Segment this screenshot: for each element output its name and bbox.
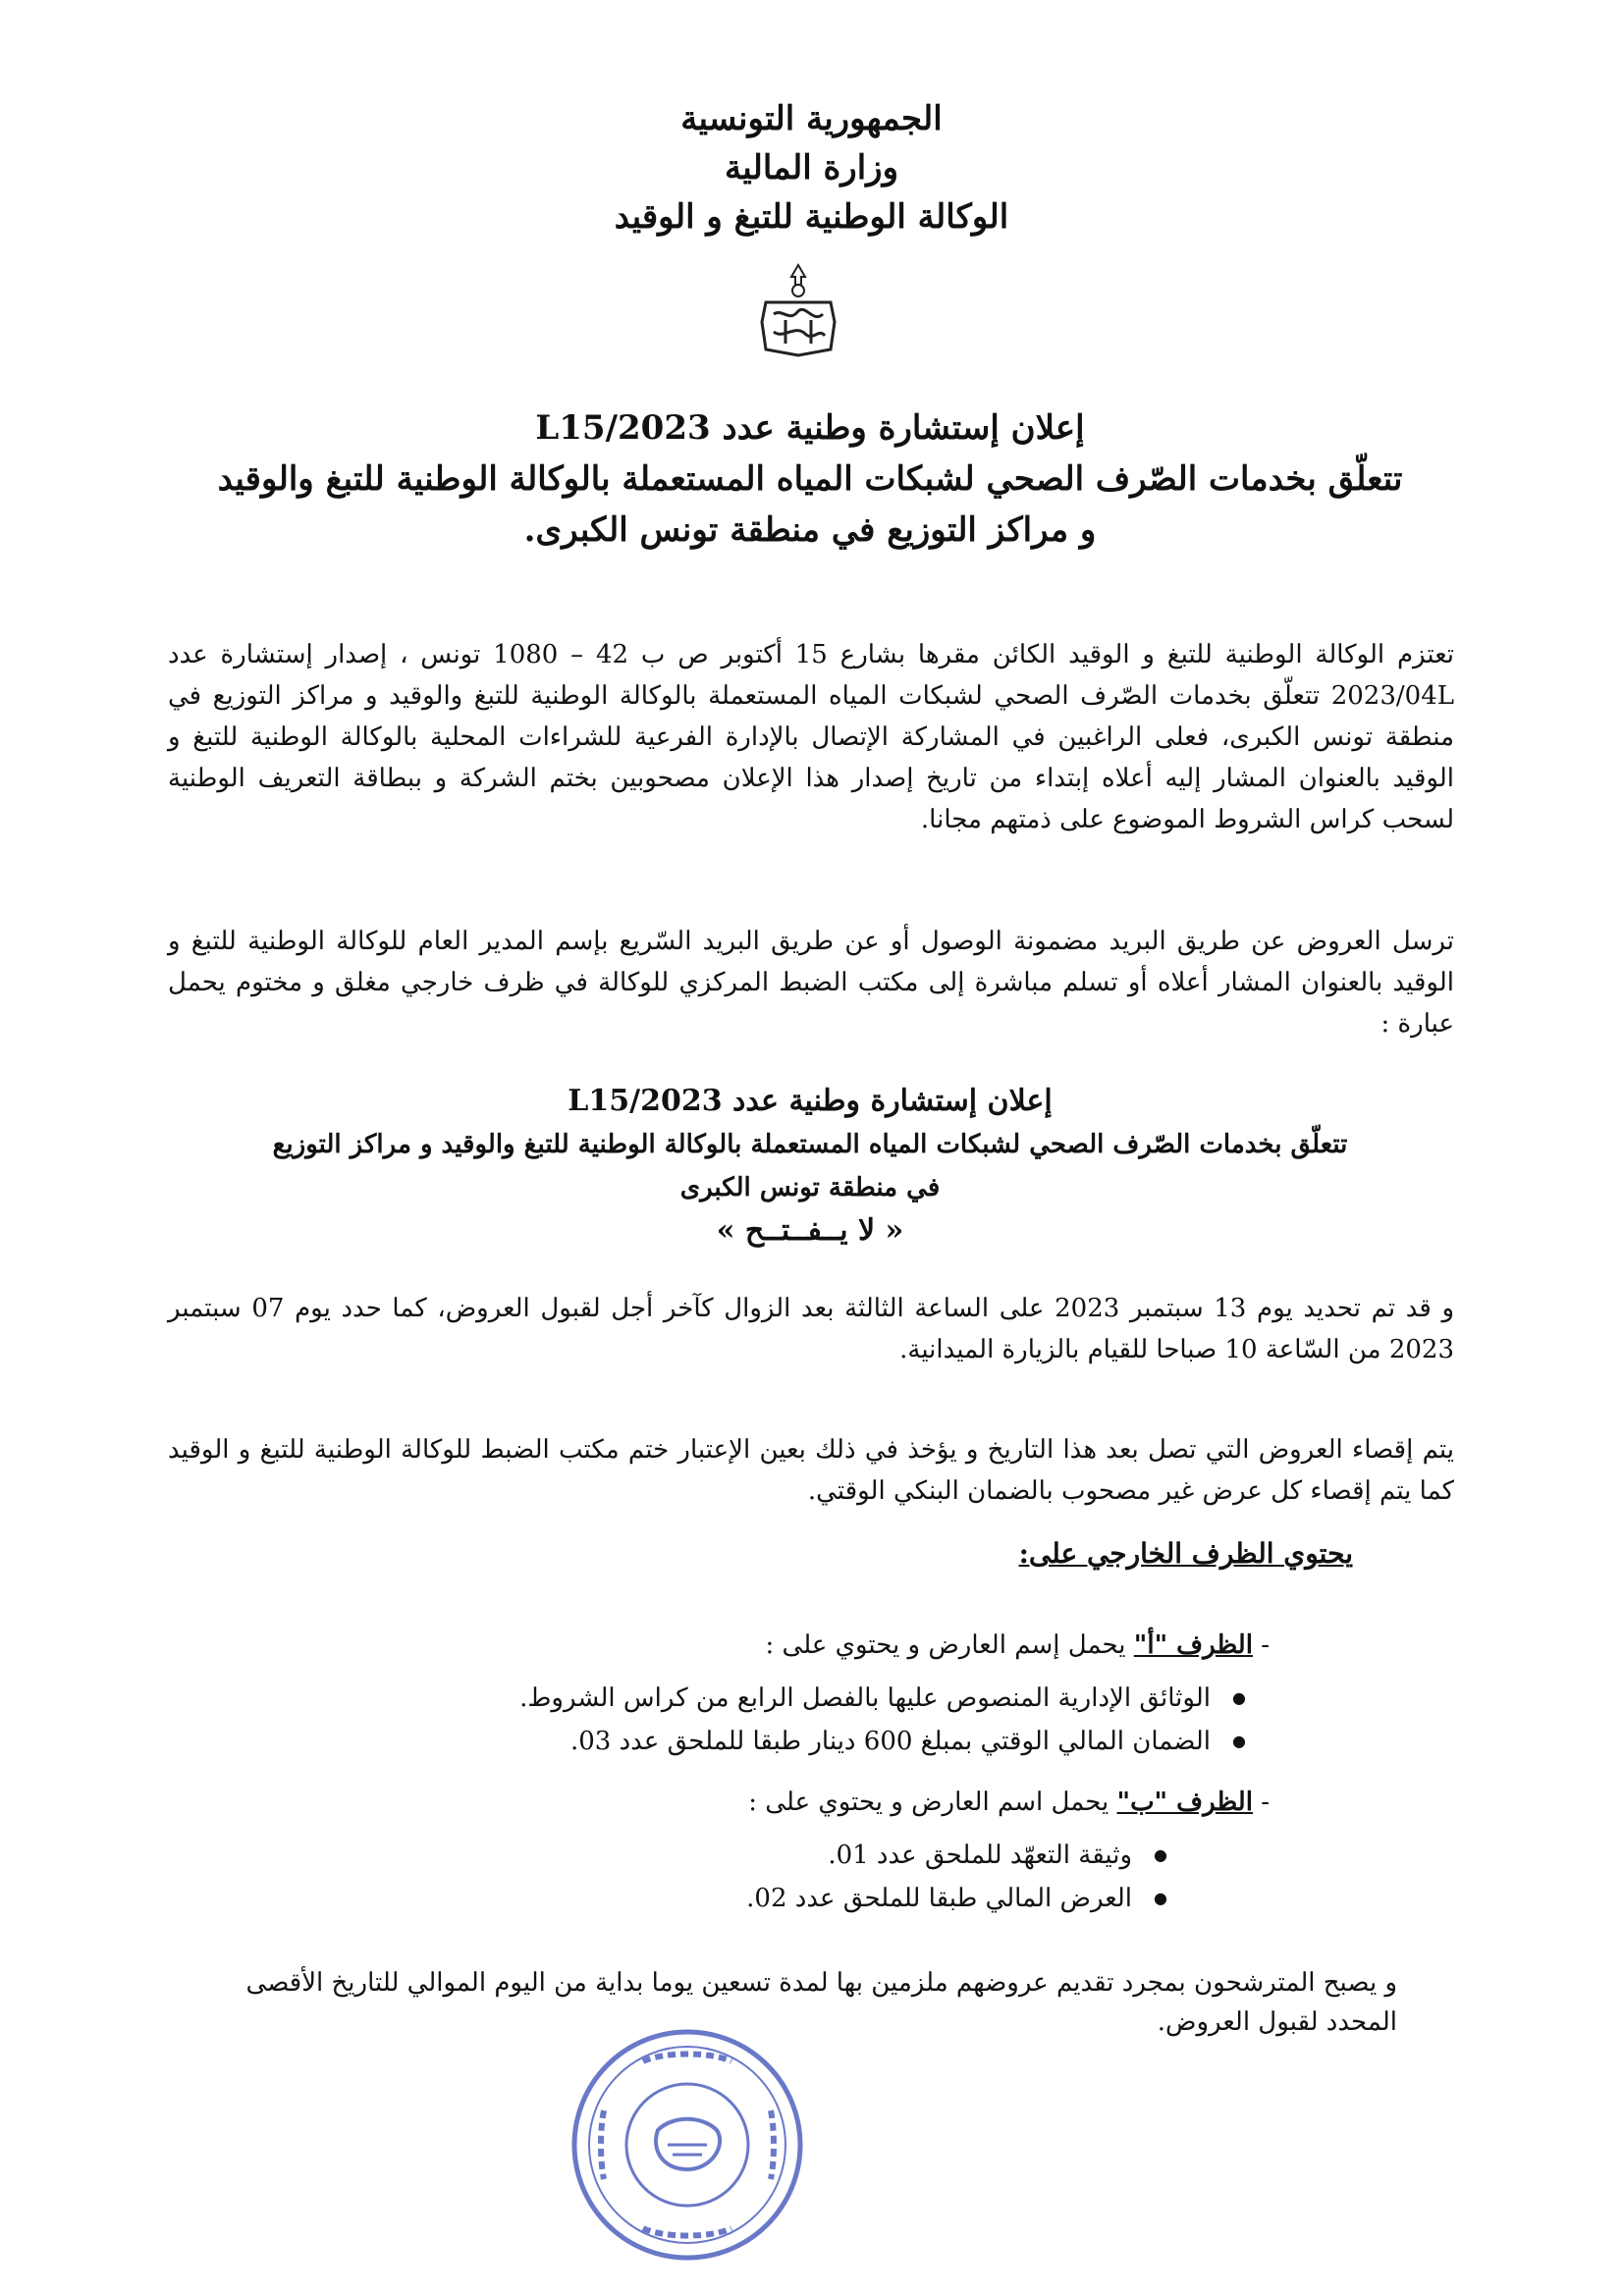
list-item: ● العرض المالي طبقا للملحق عدد 02. (746, 1877, 1171, 1920)
envelope-b-label: الظرف "ب" (1116, 1788, 1253, 1817)
envelope-label-line-2: تتعلّق بخدمات الصّرف الصحي لشبكات المياه المستعملة بالوكالة الوطنية للتبغ والوقيد و مراكز التوزيع (272, 1130, 1348, 1159)
announcement-title (177, 402, 1443, 556)
envelope-a-list (519, 1677, 1250, 1763)
envelope-label-line-1: إعلان إستشارة وطنية عدد 2023/L15 (568, 1084, 1053, 1118)
intro-paragraph: تعتزم الوكالة الوطنية للتبغ و الوقيد الكائن مقرها بشارع 15 أكتوبر ص ب 42 – 1080 تونس ، إصدار إستشارة عدد 2023/04L تتعلّق بخدمات الصّرف الصحي لشبكات المياه المستعملة بالوكالة الوطنية للتبغ والوقيد و مراكز التوزيع في منطقة تونس الكبرى، فعلى الراغبين في المشاركة الإتصال بالإدارة الفرعية للشراءات المحلية بالوكالة الوطنية للتبغ و الوقيد بالعنوان المشار إليه أعلاه إبتداء من تاريخ إصدار هذا الإعلان مصحوبين بختم الشركة و ببطاقة التعريف الوطنية لسحب كراس الشروط الموضوع على ذمتهم مجانا. (168, 640, 1455, 834)
envelope-label-block (177, 1080, 1443, 1253)
title-line-2: تتعلّق بخدمات الصّرف الصحي لشبكات المياه المستعملة بالوكالة الوطنية للتبغ والوقيد (217, 459, 1403, 499)
list-item: ● الوثائق الإدارية المنصوص عليها بالفصل الرابع من كراس الشروط. (519, 1677, 1250, 1720)
envelope-label-do-not-open: « لا يــفــتــح » (716, 1213, 904, 1248)
envelope-label-line-3: في منطقة تونس الكبرى (679, 1173, 941, 1202)
exclusion-paragraph: يتم إقصاء العروض التي تصل بعد هذا التاريخ و يؤخذ في ذلك بعين الإعتبار ختم مكتب الضبط للوكالة الوطنية للتبغ و الوقيد كما يتم إقصاء كل عرض غير مصحوب بالضمان البنكي الوقتي. (168, 1435, 1454, 1506)
closing-paragraph: و يصبح المترشحون بمجرد تقديم عروضهم ملزمين بها لمدة تسعين يوما بداية من اليوم الموالي للتاريخ الأقصى المحدد لقبول العروض. (245, 1968, 1397, 2037)
outer-envelope-heading: يحتوي الظرف الخارجي على: (1018, 1537, 1353, 1570)
letterhead-republic: الجمهورية التونسية (680, 99, 943, 138)
title-line-3: و مراكز التوزيع في منطقة تونس الكبرى. (523, 510, 1097, 550)
submission-paragraph: ترسل العروض عن طريق البريد مضمونة الوصول أو عن طريق البريد السّريع بإسم المدير العام للوكالة الوطنية للتبغ و الوقيد بالعنوان المشار أعلاه أو تسلم مباشرة إلى مكتب الضبط المركزي للوكالة في ظرف خارجي مغلق و مختوم يحمل عبارة : (168, 927, 1454, 1039)
agency-emblem-icon (756, 263, 840, 357)
official-stamp-icon (565, 2022, 810, 2268)
list-item: ● الضمان المالي الوقتي بمبلغ 600 دينار طبقا للملحق عدد 03. (519, 1720, 1250, 1763)
envelope-a-label: الظرف "أ" (1133, 1630, 1253, 1660)
list-item: ● وثيقة التعهّد للملحق عدد 01. (746, 1834, 1171, 1877)
envelope-a-line: - الظرف "أ" يحمل إسم العارض و يحتوي على : (765, 1630, 1270, 1660)
envelope-a-text: يحمل إسم العارض و يحتوي على : (765, 1630, 1126, 1660)
envelope-b-line: - الظرف "ب" يحمل اسم العارض و يحتوي على : (748, 1788, 1270, 1817)
letterhead-agency: الوكالة الوطنية للتبغ و الوقيد (614, 197, 1009, 237)
letterhead (0, 94, 1623, 241)
letterhead-ministry: وزارة المالية (724, 148, 899, 187)
envelope-b-text: يحمل اسم العارض و يحتوي على : (748, 1788, 1109, 1817)
deadline-paragraph: و قد تم تحديد يوم 13 سبتمبر 2023 على الساعة الثالثة بعد الزوال كآخر أجل لقبول العروض، كما حدد يوم 07 سبتمبر 2023 من السّاعة 10 صباحا للقيام بالزيارة الميدانية. (168, 1294, 1455, 1364)
title-line-1: إعلان إستشارة وطنية عدد 2023/L15 (535, 408, 1085, 448)
envelope-b-list (746, 1834, 1171, 1920)
